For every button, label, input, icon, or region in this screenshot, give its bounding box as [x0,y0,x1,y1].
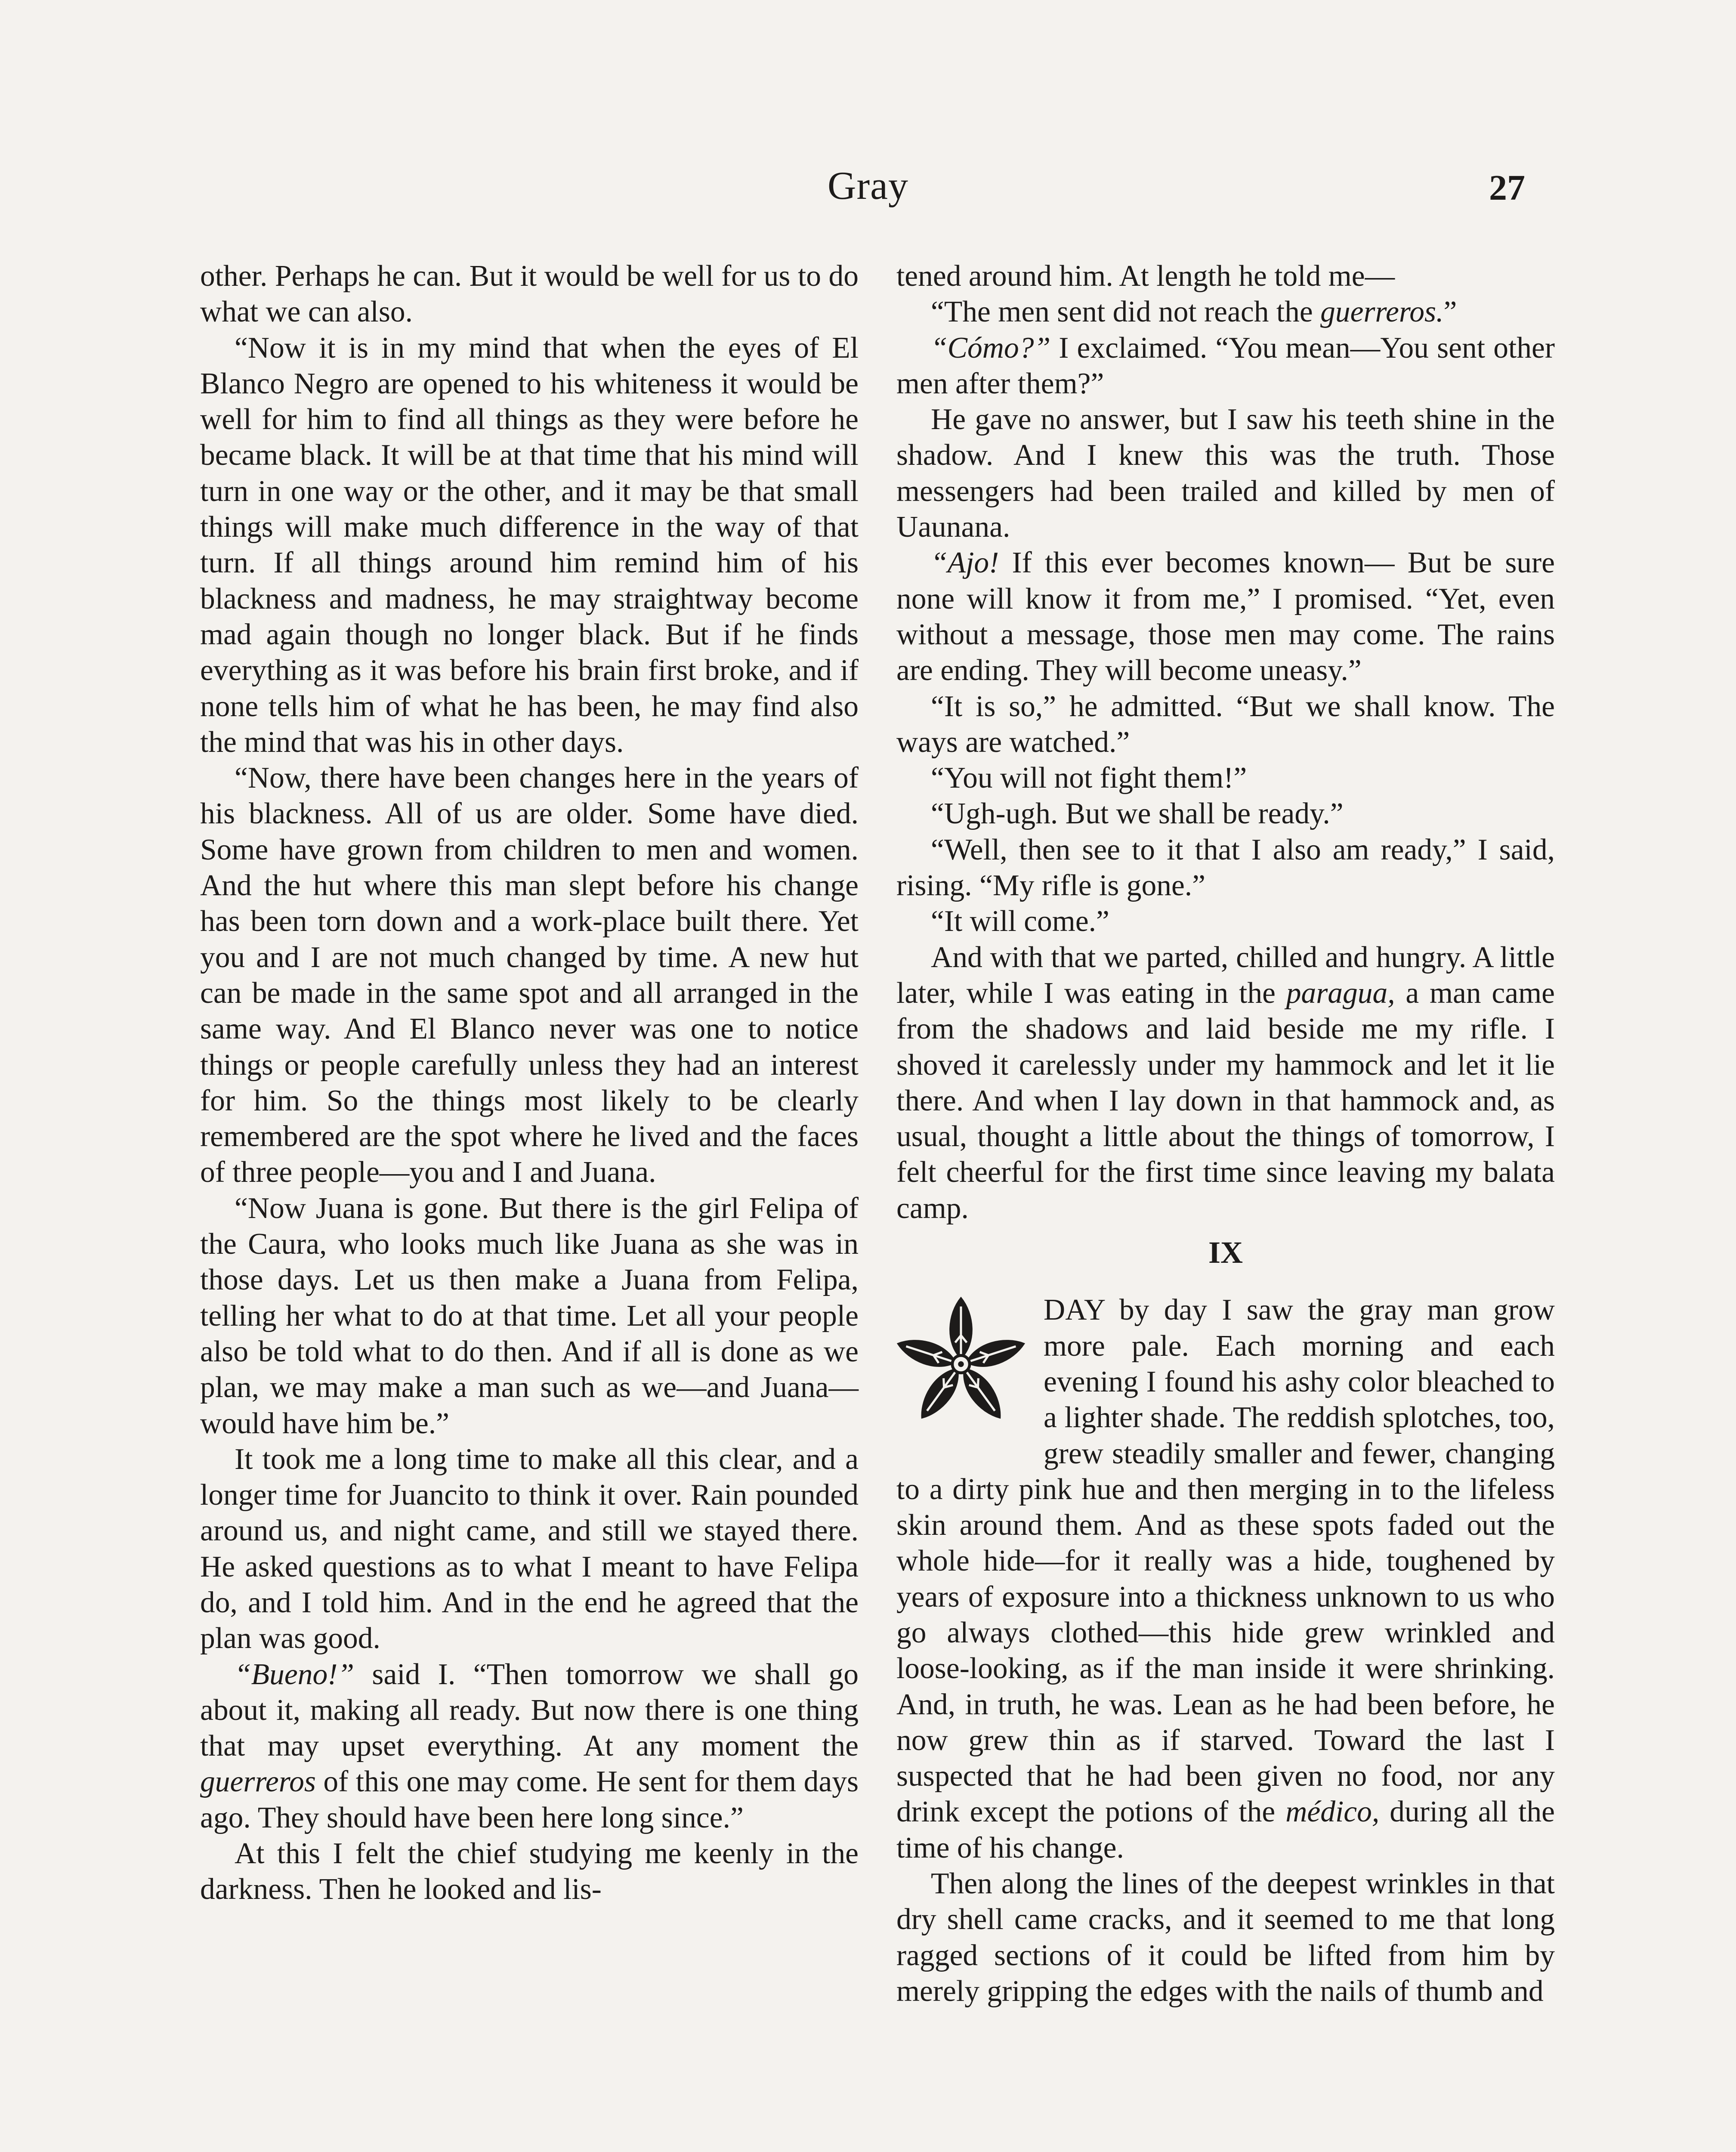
paragraph [896,330,1555,402]
text-span: And with that we parted, chilled and hungry. A little later, while I was eating in the [896,940,1555,1010]
text-span: ” [1443,295,1457,329]
text-span: during all the time of his change. [896,1795,1555,1864]
text-span: said I. “Then tomorrow we shall go about it, making all ready. But now there is one thing that may upset everything. At any moment the [200,1657,859,1763]
paragraph: Then along the lines of the deepest wrinkles in that dry shell came cracks, and it seemed to me that long ragged sections of it could be lifted from him by merely gripping the edges with the nails of thumb and [896,1867,1555,2008]
flower-ornament-icon [888,1292,1034,1436]
text-span: If this ever becomes known— But be sure none will know it from me,” I promised. “Yet, even without a message, those men may come. The rains are ending. They will become uneasy.” [896,546,1555,687]
paragraph: “Now it is in my mind that when the eyes of El Blanco Negro are opened to his whiteness it would be well for him to find all things as they were before he became black. It will be at that time that his mind will turn in one way or the other, and it may be that small things will make much difference in the way of that turn. If all things around him remind him of his blackness and madness, he may straightway become mad again though no longer black. But if he finds everything as it was before his brain first broke, and if none tells him of what he has been, he may find also the mind that was his in other days. [200,331,859,759]
italic-text: guerreros [200,1765,316,1799]
text-span: of this one may come. He sent for them days ago. They should have been here long since.” [200,1765,859,1834]
paragraph: “You will not fight them!” [931,761,1247,795]
italic-text: médico, [1285,1795,1380,1829]
paragraph: tened around him. At length he told me— [896,260,1395,293]
paragraph: other. Perhaps he can. But it would be well for us to do what we can also. [200,260,859,329]
paragraph: “It is so,” he admitted. “But we shall know. The ways are watched.” [896,690,1555,759]
paragraph: “It will come.” [931,905,1109,938]
paragraph [896,1292,1555,1866]
text-span: I exclaimed. “You mean—You sent other men after them?” [896,331,1555,400]
text-span: DAY by day I saw the gray man grow more pale. Each morning and each evening I found his ashy color bleached to a lighter shade. The reddish splotches, too, grew steadily smaller and fewer, changing to a dirty pink hue and then merging in to the lifeless skin around them. And as these spots faded out the whole hide—for it really was a hide, toughened by years of exposure into a thickness unknown to us who go always clothed—this hide grew wrinkled and loose-looking, as if the man inside it were shrinking. And, in truth, he was. Lean as he had been before, he now grew thin as if starved. Toward the last I suspected that he had been given no food, nor any drink except the potions of the [896,1293,1555,1829]
paragraph: “Well, then see to it that I also am ready,” I said, rising. “My rifle is gone.” [896,833,1555,903]
paragraph [200,1657,859,1836]
paragraph [896,294,1555,330]
italic-text: paragua, [1286,976,1395,1010]
right-column [896,258,1555,2009]
italic-text: guerreros. [1320,295,1444,329]
left-column [200,258,859,1908]
paragraph: “Now, there have been changes here in the years of his blackness. All of us are older. Some have died. Some have grown from children to men and women. And the hut where this man slept before his change has been torn down and a work-place built there. Yet you and I are not much changed by time. A new hut can be made in the same spot and all arranged in the same way. And El Blanco never was one to notice things or people carefully unless they had an interest for him. So the things most likely to be clearly remembered are the spot where he lived and the faces of three people—you and I and Juana. [200,761,859,1189]
italic-text: “Cómo?” [931,331,1051,365]
text-span: “The men sent did not reach the [931,295,1321,329]
paragraph: “Ugh-ugh. But we shall be ready.” [931,797,1344,831]
italic-text: “Ajo! [931,546,999,580]
page-number: 27 [1489,168,1525,208]
paragraph: “Now Juana is gone. But there is the girl Felipa of the Caura, who looks much like Juana as she was in those days. Let us then make a Juana from Felipa, telling her what to do at that time. Let all your people also be told what to do then. And if all is done as we plan, we may make a man such as we—and Juana—would have him be.” [200,1191,859,1440]
paragraph [896,940,1555,1226]
paragraph [896,545,1555,688]
page-title: Gray [828,164,908,207]
paragraph: At this I felt the chief studying me keenly in the darkness. Then he looked and lis- [200,1837,859,1906]
section-heading: IX [1208,1235,1243,1270]
paragraph: He gave no answer, but I saw his teeth shine in the shadow. And I knew this was the truth. Those messengers had been trailed and killed by men of Uaunana. [896,403,1555,544]
text-span: a man came from the shadows and laid beside me my rifle. I shoved it carelessly under my hammock and let it lie there. And when I lay down in that hammock and, as usual, thought a little about the things of tomorrow, I felt cheerful for the first time since leaving my balata camp. [896,976,1555,1225]
italic-text: “Bueno!” [235,1657,354,1691]
paragraph: It took me a long time to make all this clear, and a longer time for Juancito to think it over. Rain pounded around us, and night came, and still we stayed there. He asked questions as to what I meant to have Felipa do, and I told him. And in the end he agreed that the plan was good. [200,1442,859,1655]
